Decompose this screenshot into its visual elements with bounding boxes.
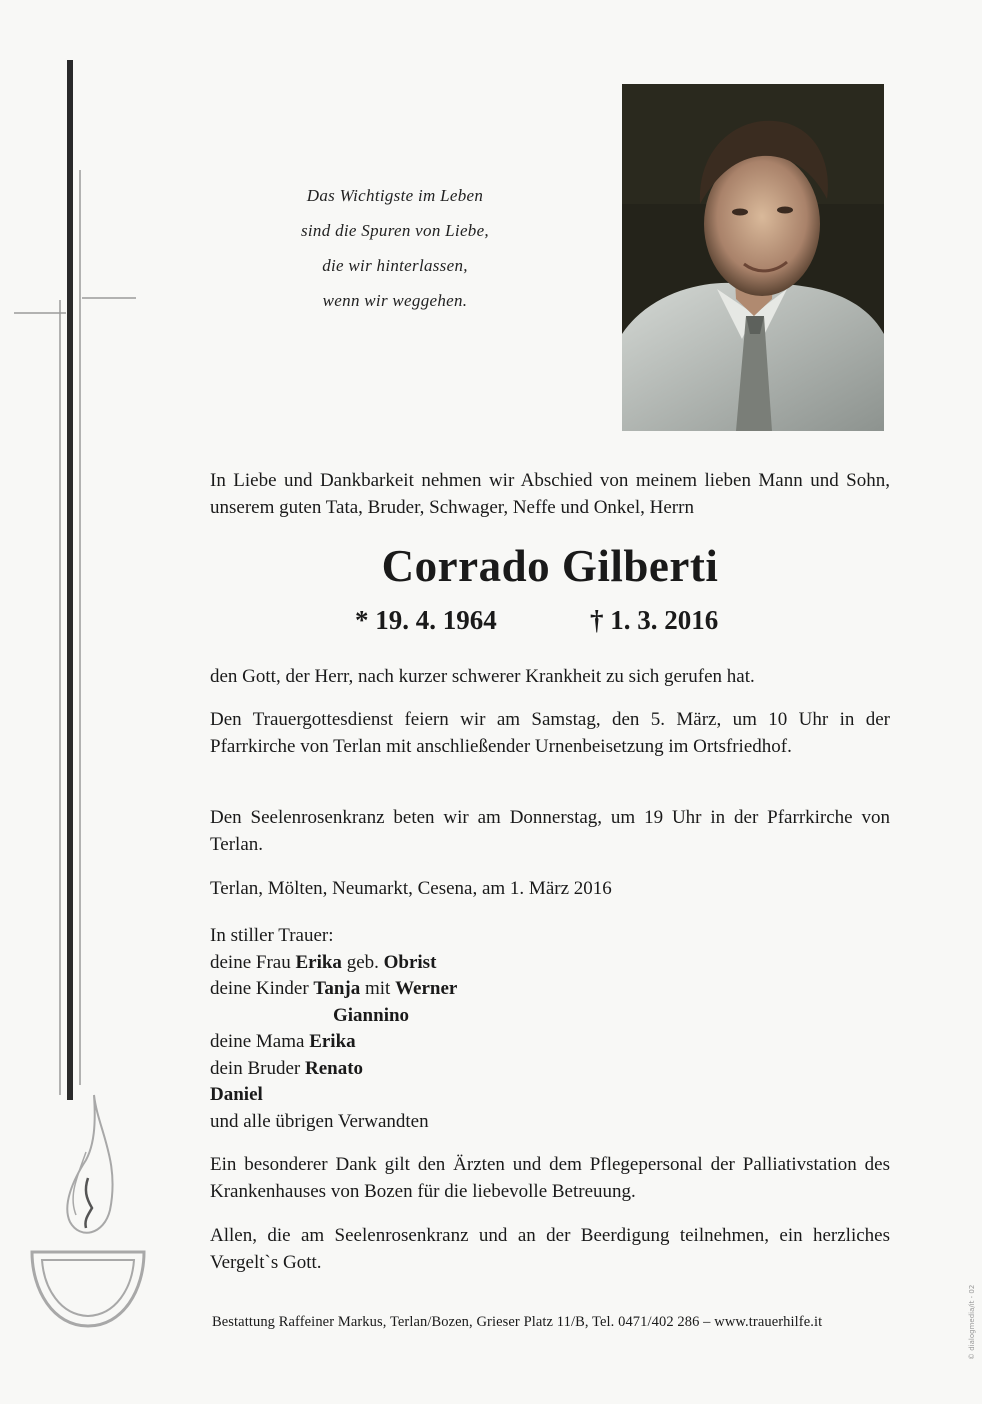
mourner-name: Daniel: [210, 1084, 263, 1105]
intro-text: In Liebe und Dankbarkeit nehmen wir Abschied von meinem lieben Mann und Sohn, unserem guten Tata, Bruder, Schwager, Neffe und Onkel, Herrn: [210, 470, 890, 518]
rosary-text: Den Seelenrosenkranz beten wir am Donnerstag, um 19 Uhr in der Pfarrkirche von Terlan.: [210, 807, 890, 855]
mourner-name: Tanja: [313, 978, 361, 999]
place-date-text: Terlan, Mölten, Neumarkt, Cesena, am 1. März 2016: [210, 878, 612, 899]
quote-line: Das Wichtigste im Leben: [306, 186, 484, 205]
mourner-name: Werner: [395, 978, 458, 999]
mourners-list: [210, 923, 610, 1135]
farewell-text: Allen, die am Seelenrosenkranz und an der Beerdigung teilnehmen, ein herzliches Vergelt`s Gott.: [210, 1225, 890, 1273]
relation-label: deine Kinder: [210, 978, 314, 999]
quote-line: wenn wir weggehen.: [322, 291, 468, 310]
quote-line: sind die Spuren von Liebe,: [300, 221, 489, 240]
relation-label: dein Bruder: [210, 1057, 305, 1079]
mourner-name: Obrist: [383, 951, 437, 973]
mourner-child2: [210, 1003, 610, 1030]
relation-label: geb.: [341, 951, 384, 973]
candle-icon: [28, 1090, 148, 1335]
mourner-wife: [210, 950, 610, 977]
relation-label: deine Mama: [210, 1031, 310, 1052]
service-text: Den Trauergottesdienst feiern wir am Samstag, den 5. März, um 10 Uhr in der Pfarrkirche von Terlan mit anschließender Urnenbeisetzung im Ortsfriedhof.: [210, 709, 890, 757]
mourner-name: Erika: [309, 1031, 356, 1052]
mourner-children: [210, 976, 610, 1003]
print-code: © dialogmedia/it - 02: [968, 1284, 976, 1360]
thanks-text: Ein besonderer Dank gilt den Ärzten und dem Pflegepersonal der Palliativstation des Krankenhauses von Bozen für die liebevolle Betreuung.: [210, 1154, 890, 1202]
mourner-name: Erika: [295, 951, 342, 973]
life-dates: [210, 605, 890, 645]
relation-label: deine Frau: [210, 951, 296, 973]
deceased-name: Corrado Gilberti: [381, 541, 719, 591]
mourner-name: Giannino: [333, 1004, 410, 1026]
funeral-home-footer: Bestattung Raffeiner Markus, Terlan/Bozen, Grieser Platz 11/B, Tel. 0471/402 286 – www.trauerhilfe.it: [212, 1314, 823, 1330]
mourner-name: Renato: [304, 1057, 364, 1079]
quote-line: die wir hinterlassen,: [322, 256, 468, 275]
mourner-brother: [210, 1056, 610, 1083]
mourner-mother: [210, 1029, 610, 1056]
death-date: † 1. 3. 2016: [590, 605, 719, 635]
memorial-quote: [230, 178, 560, 318]
mourner-brother2: [210, 1082, 610, 1109]
portrait-photo: [622, 84, 884, 431]
relation-label: mit: [360, 978, 396, 999]
birth-date: * 19. 4. 1964: [355, 605, 497, 635]
mourner-others: und alle übrigen Verwandten: [210, 1110, 429, 1132]
called-text: den Gott, der Herr, nach kurzer schwerer Krankheit zu sich gerufen hat.: [210, 666, 755, 687]
mourners-heading: In stiller Trauer:: [210, 925, 334, 946]
